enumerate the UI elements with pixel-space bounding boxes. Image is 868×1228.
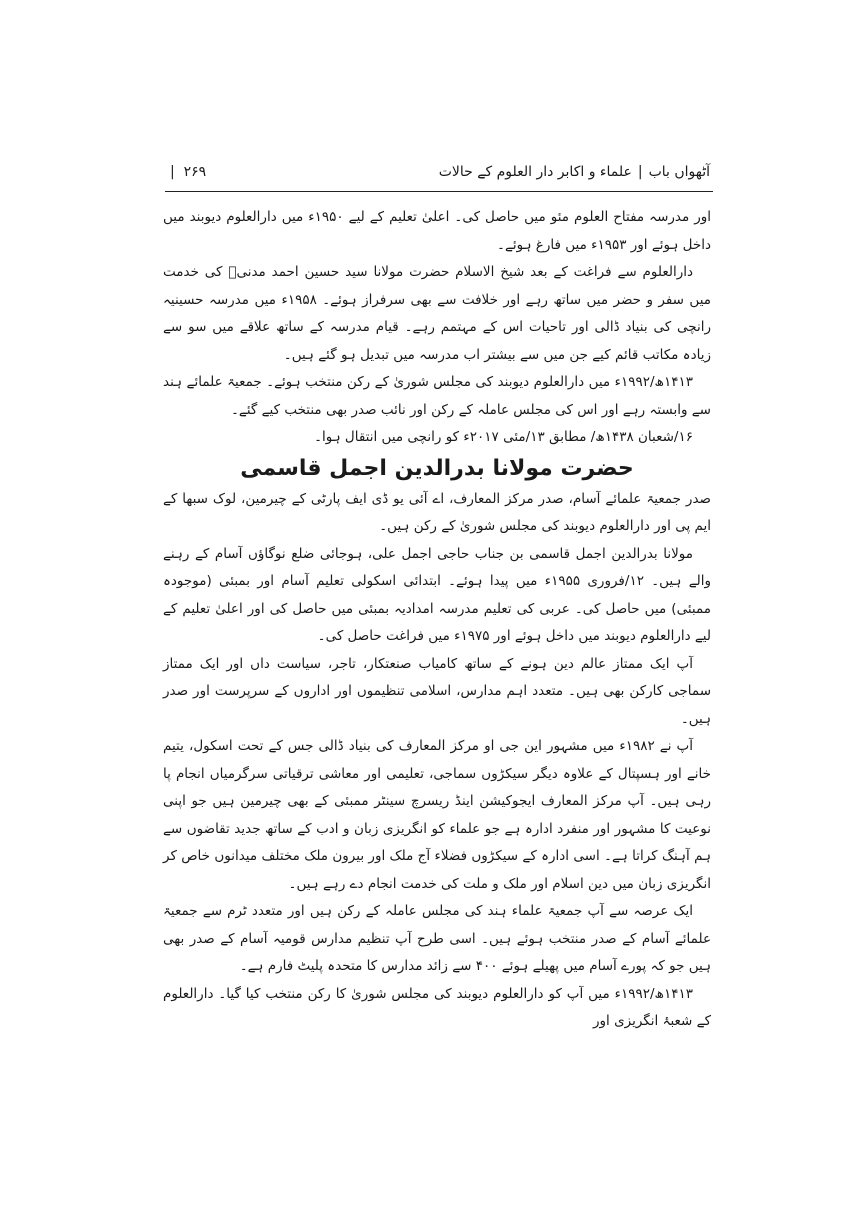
chapter-subtitle: علماء و اکابر دار العلوم کے حالات [438, 164, 632, 180]
paragraph: ۱۶/شعبان ۱۴۳۸ھ/ مطابق ۱۳/مئی ۲۰۱۷ء کو رانچی میں انتقال ہوا۔ [314, 429, 693, 445]
paragraph: دارالعلوم سے فراغت کے بعد شیخ الاسلام حضرت مولانا سید حسین احمد مدنیؒ کی خدمت میں سفر و حضر میں ساتھ رہے اور خلافت سے بھی سرفراز ہوئے۔ ۱۹۵۸ء میں مدرسہ حسینیہ رانچی کی بنیاد ڈالی اور تاحیات اس کے مہتمم رہے۔ قیام مدرسہ کے ساتھ علاقے میں سو سے زیادہ مکاتب قائم کیے جن میں سے بیشتر اب مدرسہ میں تبدیل ہو گئے ہیں۔ [163, 264, 712, 363]
separator: | [170, 164, 175, 180]
paragraph: آپ نے ۱۹۸۲ء میں مشہور این جی او مرکز المعارف کی بنیاد ڈالی جس کے تحت اسکول، یتیم خانے اور ہسپتال کے علاوہ دیگر سیکڑوں سماجی، تعلیمی اور معاشی ترقیاتی سرگرمیاں انجام پا رہی ہیں۔ آپ مرکز المعارف ایجوکیشن اینڈ ریسرچ سینٹر ممبئی کے بھی چیرمین ہیں جو اپنی نوعیت کا مشہور اور منفرد ادارہ ہے جو علماء کو انگریزی زبان و ادب کے ساتھ جدید تقاضوں سے ہم آہنگ کراتا ہے۔ اسی ادارہ کے سیکڑوں فضلاء آج ملک اور بیرون ملک مختلف میدانوں خاص کر انگریزی زبان میں دین اسلام اور ملک و ملت کی خدمت انجام دے رہے ہیں۔ [163, 738, 711, 892]
paragraph: آپ ایک ممتاز عالم دین ہونے کے ساتھ کامیاب صنعتکار، تاجر، سیاست داں اور ایک ممتاز سماجی کارکن بھی ہیں۔ متعدد اہم مدارس، اسلامی تنظیموں اور اداروں کے سرپرست اور صدر ہیں۔ [163, 655, 711, 727]
page-number [170, 160, 206, 184]
page-number-value: ۲۶۹ [183, 164, 207, 180]
running-head-title [439, 160, 710, 184]
body-text [163, 204, 711, 1036]
separator: | [637, 164, 643, 180]
paragraph: صدر جمعیۃ علمائے آسام، صدر مرکز المعارف، اے آئی یو ڈی ایف پارٹی کے چیرمین، لوک سبھا کے ایم پی اور دارالعلوم دیوبند کی مجلس شوریٰ کے رکن ہیں۔ [163, 490, 711, 534]
paragraph: ۱۴۱۳ھ/۱۹۹۲ء میں آپ کو دارالعلوم دیوبند کی مجلس شوریٰ کا رکن منتخب کیا گیا۔ دارالعلوم کے شعبۂ انگریزی اور [163, 985, 711, 1029]
paragraph: ۱۴۱۳ھ/۱۹۹۲ء میں دارالعلوم دیوبند کی مجلس شوریٰ کے رکن منتخب ہوئے۔ جمعیۃ علمائے ہند سے وابستہ رہے اور اس کی مجلس عاملہ کے رکن اور نائب صدر بھی منتخب کیے گئے۔ [163, 374, 711, 418]
paragraph: مولانا بدرالدین اجمل قاسمی بن جناب حاجی اجمل علی، ہوجائی ضلع نوگاؤں آسام کے رہنے والے ہیں۔ ۱۲/فروری ۱۹۵۵ء میں پیدا ہوئے۔ ابتدائی اسکولی تعلیم آسام اور بمبئی (موجودہ ممبئی) میں حاصل کی۔ عربی کی تعلیم مدرسہ امدادیہ بمبئی میں حاصل کی اور اعلیٰ تعلیم کے لیے دارالعلوم دیوبند میں داخل ہوئے اور ۱۹۷۵ء میں فراغت حاصل کی۔ [163, 545, 711, 644]
chapter-label: آٹھواں باب [648, 164, 710, 180]
header-rule [165, 191, 713, 192]
running-head [170, 160, 710, 184]
paragraph: ایک عرصہ سے آپ جمعیۃ علماء ہند کی مجلس عاملہ کے رکن ہیں اور متعدد ٹرم سے جمعیۃ علمائے آسام کے صدر منتخب ہوئے ہیں۔ اسی طرح آپ تنظیم مدارس قومیہ آسام کے صدر بھی ہیں جو کہ پورے آسام میں پھیلے ہوئے ۴۰۰ سے زائد مدارس کا متحدہ پلیٹ فارم ہے۔ [163, 903, 711, 974]
paragraph: اور مدرسہ مفتاح العلوم مئو میں حاصل کی۔ اعلیٰ تعلیم کے لیے ۱۹۵۰ء میں دارالعلوم دیوبند میں داخل ہوئے اور ۱۹۵۳ء میں فارغ ہوئے۔ [163, 209, 712, 253]
section-heading: حضرت مولانا بدرالدین اجمل قاسمی [240, 455, 634, 481]
